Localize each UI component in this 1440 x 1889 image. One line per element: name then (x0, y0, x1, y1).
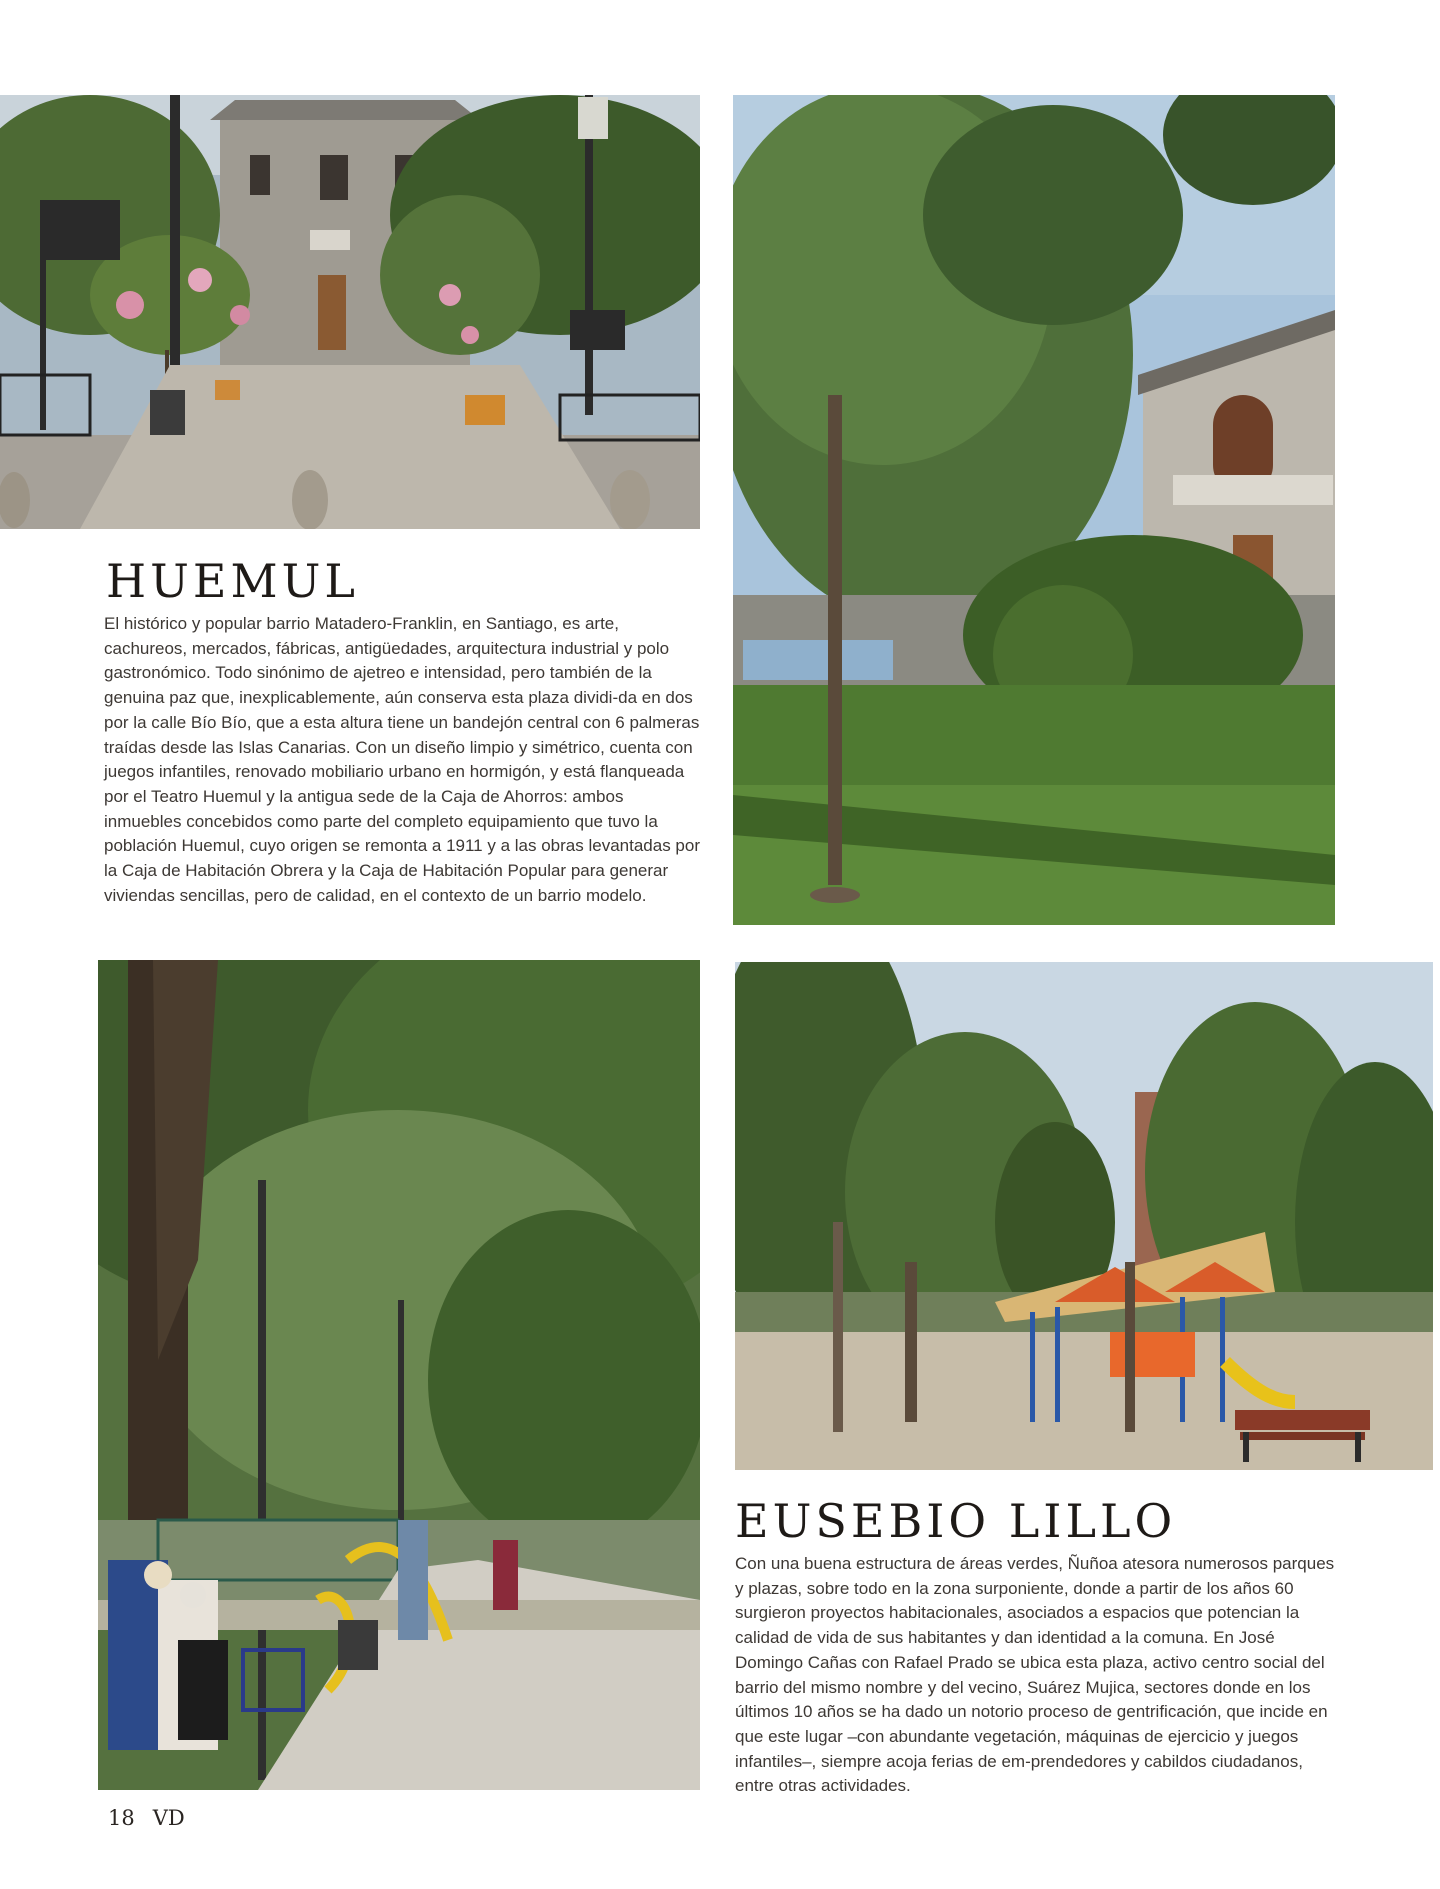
body-eusebio-lillo: Con una buena estructura de áreas verdes, Ñuñoa atesora numerosos parques y plazas, sobre todo en la zona surponiente, donde a partir de los años 60 surgieron proyectos habitacionales, asociados a espacios que potencian la calidad de vida de sus habitantes y dan identidad a la comuna. En José Domingo Cañas con Rafael Prado se ubica esta plaza, activo centro social del barrio del mismo nombre y del vecino, Suárez Mujica, sectores donde en los últimos 10 años se ha dado un notorio proceso de gentrificación, que incide en que este lugar –con abundante vegetación, máquinas de ejercicio y juegos infantiles–, siempre acoja ferias de em-prendedores y cabildos ciudadanos, entre otras actividades. (735, 1554, 1335, 1796)
photo-huemul-path (98, 960, 700, 1790)
magazine-logo: VD (152, 1806, 185, 1830)
photo-eusebio-lillo-playground (735, 962, 1433, 1470)
page-folio (108, 1806, 185, 1830)
photo-huemul-building (0, 95, 700, 529)
body-huemul: El histórico y popular barrio Matadero-Franklin, en Santiago, es arte, cachureos, mercados, fábricas, antigüedades, arquitectura industrial y polo gastronómico. Todo sinónimo de ajetreo e intensidad, pero también de la genuina paz que, inexplicablemente, aún conserva esta plaza dividi-da en dos por la calle Bío Bío, que a esta altura tiene un bandejón central con 6 palmeras traídas desde las Islas Canarias. Con un diseño limpio y simétrico, cuenta con juegos infantiles, renovado mobiliario urbano en hormigón, y está flanqueada por el Teatro Huemul y la antigua sede de la Caja de Ahorros: ambos inmuebles concebidos como parte del completo equipamiento que tuvo la población Huemul, cuyo origen se remonta a 1911 y a las obras levantadas por la Caja de Habitación Obrera y la Caja de Habitación Popular para generar viviendas sencillas, pero de calidad, en el contexto de un barrio modelo. (104, 614, 700, 905)
heading-eusebio-lillo: EUSEBIO LILLO (735, 1494, 1177, 1548)
heading-huemul: HUEMUL (106, 554, 359, 608)
page-number: 18 (108, 1806, 135, 1830)
photo-huemul-garden (733, 95, 1335, 925)
